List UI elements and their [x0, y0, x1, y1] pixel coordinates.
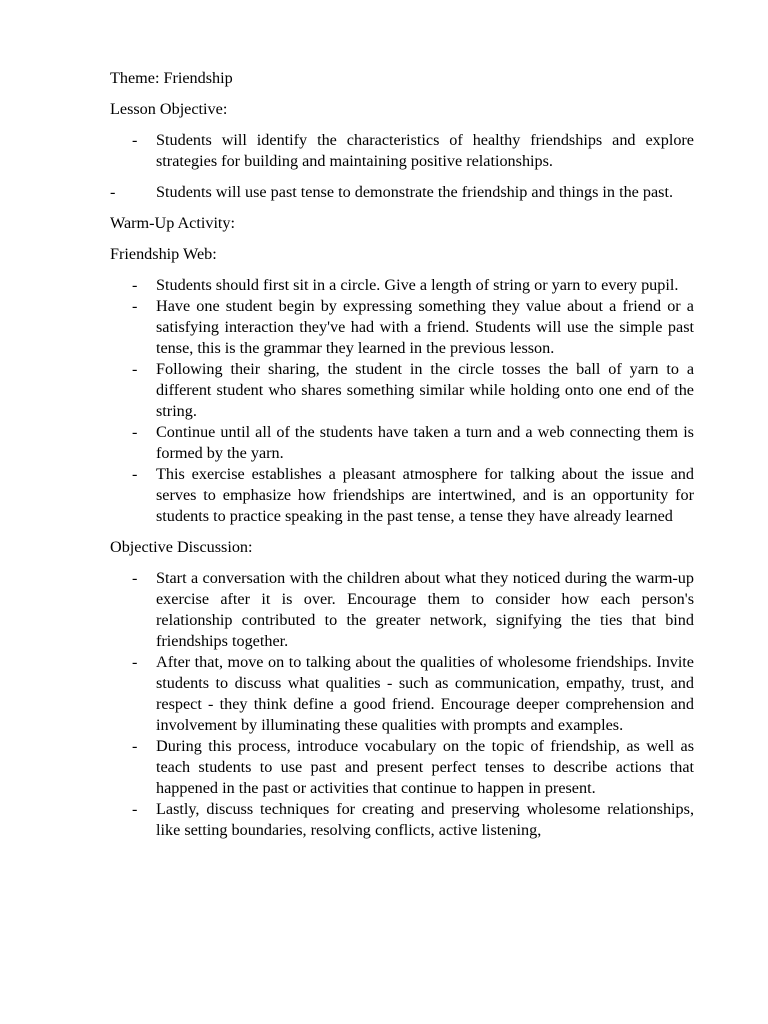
- discussion-list: [110, 568, 694, 841]
- dash-marker: -: [110, 183, 116, 201]
- list-item: [110, 422, 694, 464]
- dash-marker: -: [132, 737, 138, 755]
- dash-marker: -: [132, 131, 138, 149]
- dash-marker: -: [132, 569, 138, 587]
- theme-line: Theme: Friendship: [110, 69, 233, 87]
- list-item-text: Students should first sit in a circle. Give a length of string or yarn to every pupil.: [156, 276, 679, 294]
- dash-marker: -: [132, 800, 138, 818]
- objectives-list: [110, 130, 694, 172]
- list-item-text: Following their sharing, the student in the circle tosses the ball of yarn to a different student who shares something similar while holding onto one end of the string.: [156, 360, 694, 420]
- objective-heading: Lesson Objective:: [110, 100, 228, 118]
- list-item: [110, 130, 694, 172]
- list-item: [110, 296, 694, 359]
- list-item-text: Students will identify the characteristics of healthy friendships and explore strategies for building and maintaining positive relationships.: [156, 131, 694, 170]
- list-item-text: Have one student begin by expressing something they value about a friend or a satisfying interaction they've had with a friend. Students will use the simple past tense, this is the grammar they learned in the previous lesson.: [156, 297, 694, 357]
- discussion-heading: Objective Discussion:: [110, 538, 253, 556]
- list-item-text: Start a conversation with the children about what they noticed during the warm-up exercise after it is over. Encourage them to consider how each person's relationship contributed to the greater network, signifying the ties that bind friendships together.: [156, 569, 694, 650]
- list-item: [110, 464, 694, 527]
- list-item: [110, 359, 694, 422]
- list-item-text: After that, move on to talking about the qualities of wholesome friendships. Invite students to discuss what qualities - such as communication, empathy, trust, and respect - they think define a good friend. Encourage deeper comprehension and involvement by illuminating these qualities with prompts and examples.: [156, 653, 694, 734]
- list-item-text: This exercise establishes a pleasant atmosphere for talking about the issue and serves to emphasize how friendships are intertwined, and is an opportunity for students to practice speaking in the past tense, a tense they have already learned: [156, 465, 694, 525]
- dash-marker: -: [132, 276, 138, 294]
- list-item-text: During this process, introduce vocabulary on the topic of friendship, as well as teach students to use past and present perfect tenses to describe actions that happened in the past or activities that continue to happen in present.: [156, 737, 694, 797]
- warmup-heading: Warm-Up Activity:: [110, 214, 236, 232]
- dash-marker: -: [132, 297, 138, 315]
- dash-marker: -: [132, 423, 138, 441]
- dash-marker: -: [132, 653, 138, 671]
- objective-extra: [110, 182, 694, 203]
- list-item-text: Continue until all of the students have taken a turn and a web connecting them is formed by the yarn.: [156, 423, 694, 462]
- list-item: [110, 568, 694, 652]
- dash-marker: -: [132, 360, 138, 378]
- list-item-text: Lastly, discuss techniques for creating and preserving wholesome relationships, like setting boundaries, resolving conflicts, active listening,: [156, 800, 694, 839]
- document-page: [110, 68, 694, 851]
- list-item: [110, 799, 694, 841]
- dash-marker: -: [132, 465, 138, 483]
- objective-extra-text: Students will use past tense to demonstrate the friendship and things in the past.: [156, 183, 674, 201]
- web-list: [110, 275, 694, 527]
- list-item: [110, 736, 694, 799]
- web-heading: Friendship Web:: [110, 245, 217, 263]
- list-item: [110, 652, 694, 736]
- list-item: [110, 275, 694, 296]
